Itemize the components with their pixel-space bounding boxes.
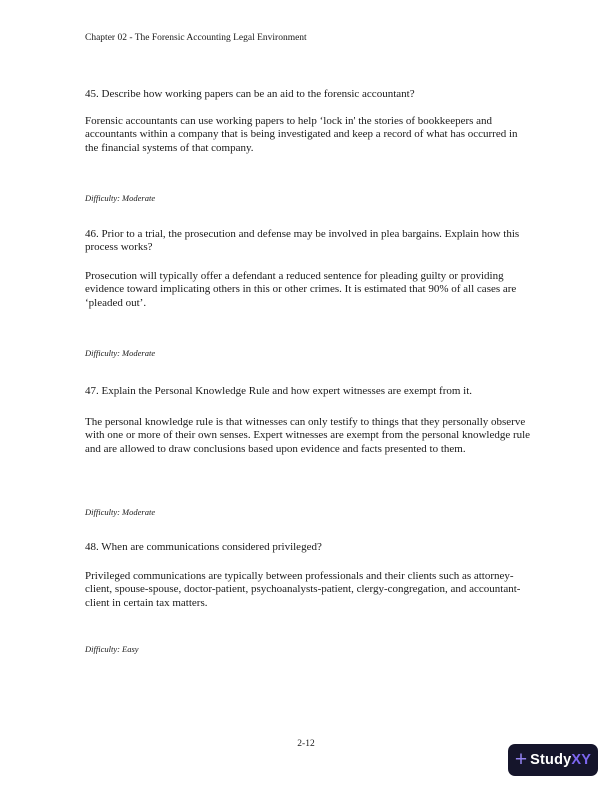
question-48-text: 48. When are communications considered privileged? [85,541,322,553]
logo-study-text: Study [530,751,572,768]
plus-icon: + [514,747,528,771]
logo-xy-text: XY [571,751,592,768]
question-45-answer: Forensic accountants can use working papers to help ‘lock in' the stories of bookkeepers and accountants within a company that is being investigated and keep a record of what has occurred in the financial systems of that company. [85,115,518,154]
question-46-answer: Prosecution will typically offer a defendant a reduced sentence for pleading guilty or providing evidence toward implicating others in this or other crimes. It is estimated that 90% of all cases are ‘pleaded out’. [85,270,517,309]
question-48-answer: Privileged communications are typically between professionals and their clients such as attorney-client, spouse-spouse, doctor-patient, psychoanalysts-patient, clergy-congregation, and accountant-client in certain tax matters. [85,570,521,609]
page-header: Chapter 02 - The Forensic Accounting Legal Environment [85,33,307,43]
question-47-answer: The personal knowledge rule is that witnesses can only testify to things that they personally observe with one or more of their own senses. Expert witnesses are exempt from the personal knowledge rule and are allowed to draw conclusions based upon evidence and facts presented to them. [85,416,531,455]
question-45-difficulty-label: Difficulty: Moderate [85,193,156,203]
question-45-text: 45. Describe how working papers can be an aid to the forensic accountant? [85,88,415,100]
question-46-text: 46. Prior to a trial, the prosecution and defense may be involved in plea bargains. Explain how this process works? [85,228,520,254]
question-47-difficulty-label: Difficulty: Moderate [85,507,156,517]
question-47-text: 47. Explain the Personal Knowledge Rule and how expert witnesses are exempt from it. [85,385,473,397]
question-48-difficulty-label: Difficulty: Easy [85,644,139,654]
question-46-difficulty-label: Difficulty: Moderate [85,348,156,358]
logo-wordmark [530,753,591,768]
studyxy-logo [508,744,598,776]
page-number: 2-12 [297,739,315,749]
